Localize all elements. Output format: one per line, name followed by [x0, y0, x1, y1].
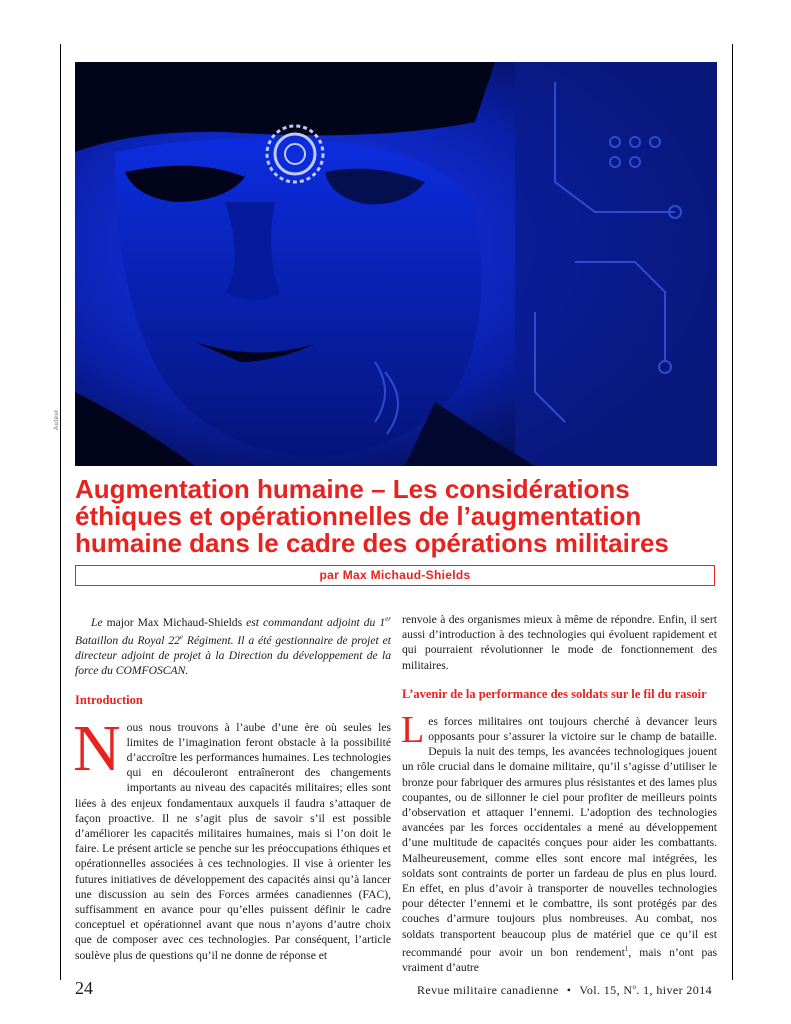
footer-publication — [413, 983, 716, 998]
publication-name: Revue militaire canadienne — [417, 983, 559, 997]
avenir-tail: , mais n’ont pas vraiment d’autre — [402, 945, 717, 974]
section-heading-avenir: L’avenir de la performance des soldats sur le fil du rasoir — [402, 686, 707, 701]
avenir-paragraph — [401, 708, 717, 975]
issue-tail: . 1, hiver 2014 — [636, 983, 712, 997]
section-heading-introduction: Introduction — [75, 692, 143, 707]
photo-credit: Auteur — [54, 409, 60, 430]
author-note-text: major Max Michaud-Shields — [102, 615, 247, 629]
issue-sup: o — [632, 983, 637, 991]
introduction-body: ous nous trouvons à l’aube d’une ère où seules les limites de l’imagination feront obstacle à la possibilité d’accroître les performances humaines. Les technologies qui en découleront entraîneront des changements importants au niveau des capacités militaires; elles sont liées à des enjeux fondamentaux auxquels il faudra s’attaquer de façon proactive. Il ne s’agit plus de savoir s’il est possible d’améliorer les capacités militaires humaines, mais si l’on doit le faire. Le présent article se penche sur les préoccupations éthiques et opérationnelles associées à ces technologies. Il vise à orienter les futures initiatives de développement des capacités ainsi qu’à lancer une discussion au sein des Forces armées canadiennes (FAC), suffisamment en avance pour qu’elles puissent définir le cadre conceptuel et opérationnel avant que nous n’ayons d’autre choix que de composer avec ces technologies. Par conséquent, l’article soulève plus de questions qu’il ne donne de réponse et — [75, 720, 391, 962]
article-title: Augmentation humaine – Les considérations éthiques et opérationnelles de l’augmentation humaine dans le cadre des opérations militaires — [75, 474, 669, 558]
continued-paragraph: renvoie à des organismes mieux à même de répondre. Enfin, il sert aussi d’introduction à des technologies qui évoluent rapidement et qui pourraient révolutionner le mode de fonctionnement des militaires. — [402, 613, 717, 672]
left-margin-rule — [60, 44, 61, 980]
author-note-italic: est commandant adjoint du 1 — [246, 615, 386, 629]
author-note-italic: Régiment. Il a été gestionnaire de projet et directeur adjoint de projet à la Direction du développement de la force du COMFOSCAN. — [75, 633, 391, 678]
avenir-body: es forces militaires ont toujours cherché à devancer leurs opposants pour s’assurer la victoire sur le champ de bataille. Depuis la nuit des temps, les avancées technologiques jouent un rôle crucial dans le domaine militaire, qu’il s’agisse d’utiliser le bronze pour fabriquer des armures plus résistantes et des lames plus coupantes, ou de sillonner le ciel pour profiter de meilleurs points d’observation et attaquer l’ennemi. L’adoption des technologies avancées par les forces occidentales a mené au développement d’une multitude de capacités conçues pour aider les combattants. Malheureusement, comme elles sont encore mal intégrées, les soldats sont contraints de porter un fardeau de plus en plus lourd. En effet, en plus d’avoir à transporter de nouvelles technologies pour détecter l’ennemi et le combattre, ils sont protégés par des couches d’armure toujours plus nombreuses. Au combat, nos soldats transportent beaucoup plus de matériel que ce qu’il est recommandé pour avoir un bon rendement — [402, 714, 717, 959]
drop-cap: N — [73, 711, 121, 785]
author-note — [75, 612, 391, 679]
footer-bullet: • — [566, 983, 572, 997]
byline: par Max Michaud-Shields — [75, 565, 715, 586]
left-column — [75, 612, 391, 963]
right-column — [402, 612, 717, 975]
author-note-sup: er — [385, 615, 391, 623]
author-note-sup: e — [179, 633, 184, 642]
introduction-paragraph — [73, 711, 391, 963]
issue-info: Vol. 15, N — [579, 983, 633, 997]
footnote-ref[interactable]: 1 — [624, 944, 629, 953]
drop-cap: L — [401, 708, 425, 751]
author-note-lead: Le — [91, 615, 103, 629]
hero-image — [75, 62, 717, 466]
page-number: 24 — [75, 978, 93, 998]
author-note-italic: Bataillon du Royal 22 — [75, 633, 180, 647]
